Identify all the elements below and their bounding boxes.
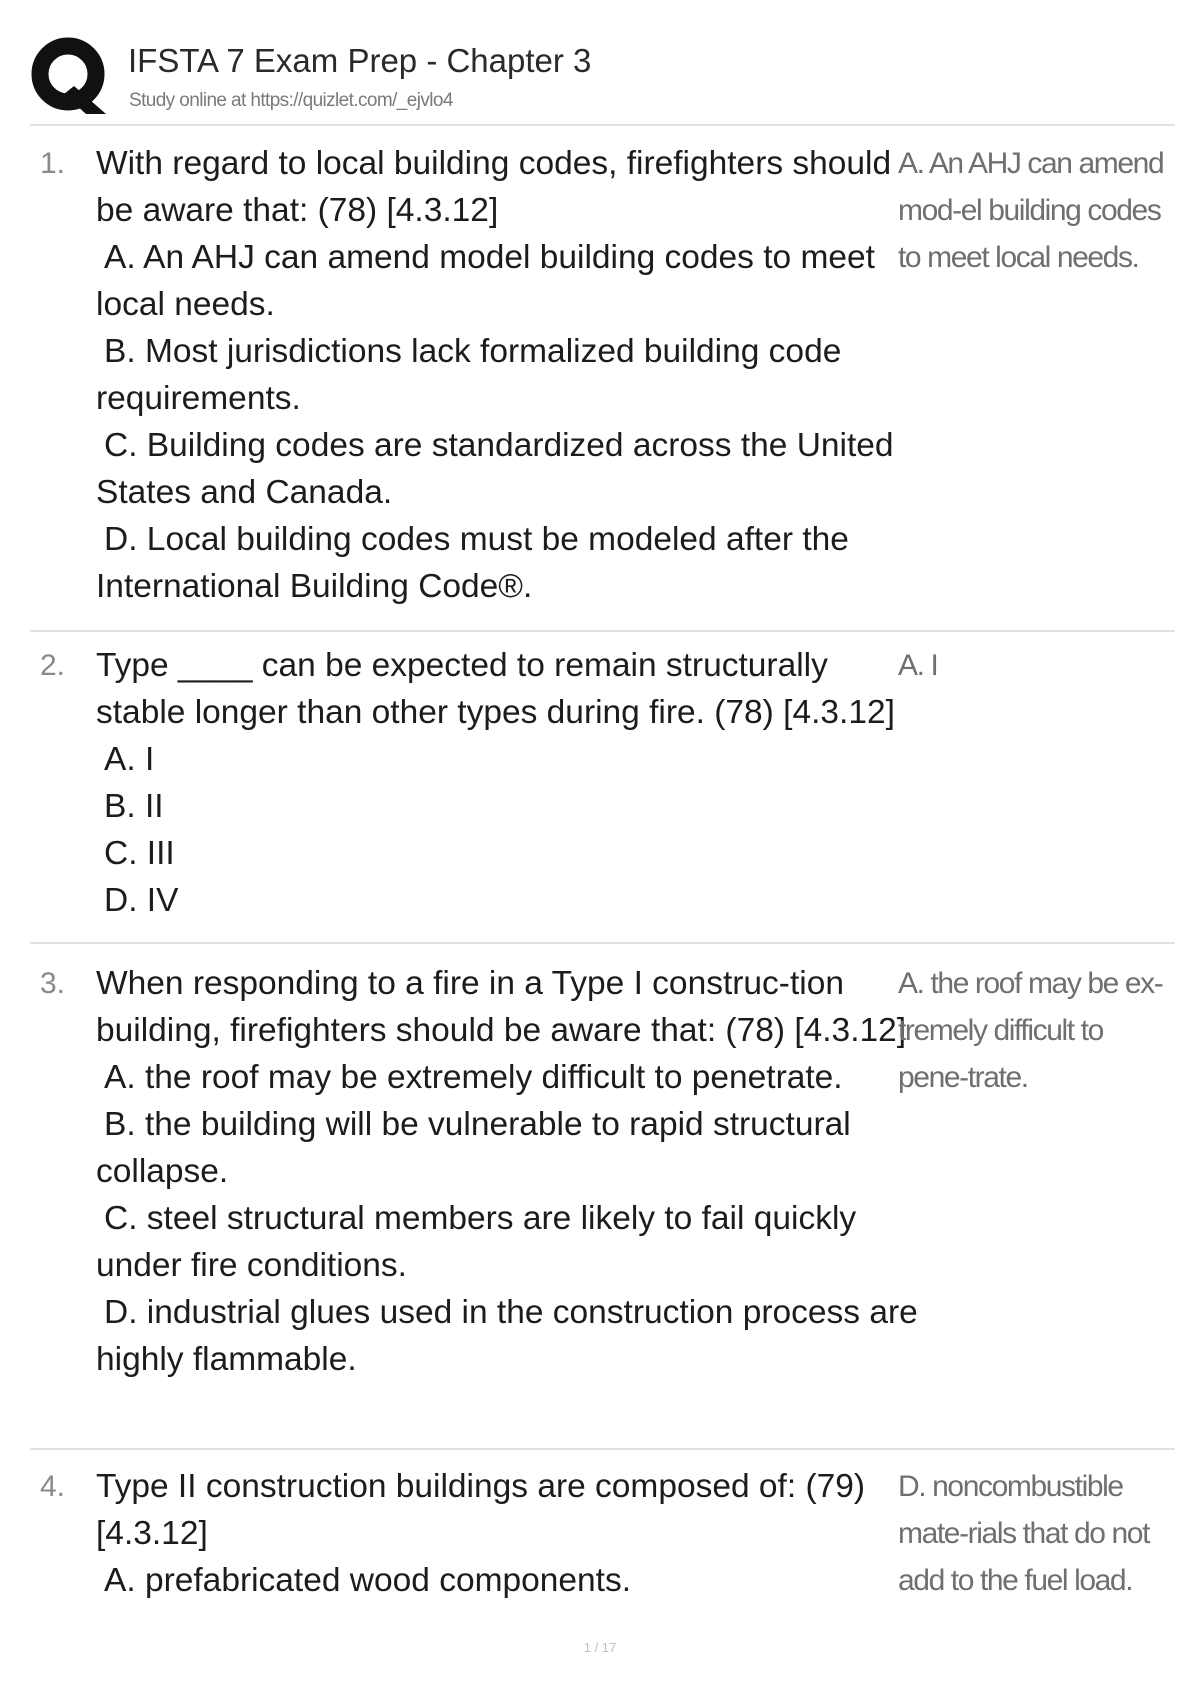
flashcard-1 xyxy=(30,140,1175,632)
option-d: D. IV xyxy=(104,882,179,919)
card-number: 4. xyxy=(40,1470,66,1503)
option-c: C. Building codes are standardized across the United States and Canada. xyxy=(96,427,894,511)
option-a: A. the roof may be extremely difficult to penetrate. xyxy=(104,1059,843,1096)
card-question xyxy=(96,960,926,1383)
question-prompt: Type ____ can be expected to remain structurally stable longer than other types during fire. (78) [4.3.12] xyxy=(96,647,895,731)
option-a: A. prefabricated wood components. xyxy=(104,1562,632,1599)
question-prompt: When responding to a fire in a Type I construc-tion building, firefighters should be aware that: (78) [4.3.12] xyxy=(96,965,907,1049)
card-question xyxy=(96,642,926,924)
card-question xyxy=(96,1463,926,1604)
card-question xyxy=(96,140,926,610)
flashcard-3 xyxy=(30,960,1175,1450)
option-b: B. Most jurisdictions lack formalized building code requirements. xyxy=(96,333,842,417)
option-a: A. I xyxy=(104,741,155,778)
question-prompt: Type II construction buildings are composed of: (79) [4.3.12] xyxy=(96,1468,866,1552)
card-number: 1. xyxy=(40,147,66,180)
option-c: C. steel structural members are likely to fail quickly under fire conditions. xyxy=(96,1200,857,1284)
option-d: D. Local building codes must be modeled after the International Building Code®. xyxy=(96,521,849,605)
page-header xyxy=(30,36,1175,126)
option-d: D. industrial glues used in the construction process are highly flammable. xyxy=(96,1294,918,1378)
question-prompt: With regard to local building codes, firefighters should be aware that: (78) [4.3.12] xyxy=(96,145,892,229)
option-b: B. the building will be vulnerable to rapid structural collapse. xyxy=(96,1106,851,1190)
card-answer: A. I xyxy=(898,649,938,682)
study-online-link[interactable]: Study online at https://quizlet.com/_ejvlo4 xyxy=(129,90,453,111)
page-title: IFSTA 7 Exam Prep - Chapter 3 xyxy=(128,42,592,79)
card-number: 3. xyxy=(40,967,66,1000)
page-number: 1 / 17 xyxy=(583,1640,617,1655)
card-number: 2. xyxy=(40,649,66,682)
flashcard-2 xyxy=(30,642,1175,944)
card-answer: A. the roof may be ex-tremely difficult to pene-trate. xyxy=(898,967,1163,1094)
card-answer: A. An AHJ can amend mod-el building codes to meet local needs. xyxy=(898,147,1164,274)
flashcard-4 xyxy=(30,1463,1175,1633)
option-b: B. II xyxy=(104,788,164,825)
card-answer: D. noncombustible mate-rials that do not add to the fuel load. xyxy=(898,1470,1150,1597)
quizlet-q-logo-icon xyxy=(30,36,112,116)
option-c: C. III xyxy=(104,835,175,872)
option-a: A. An AHJ can amend model building codes to meet local needs. xyxy=(96,239,875,323)
